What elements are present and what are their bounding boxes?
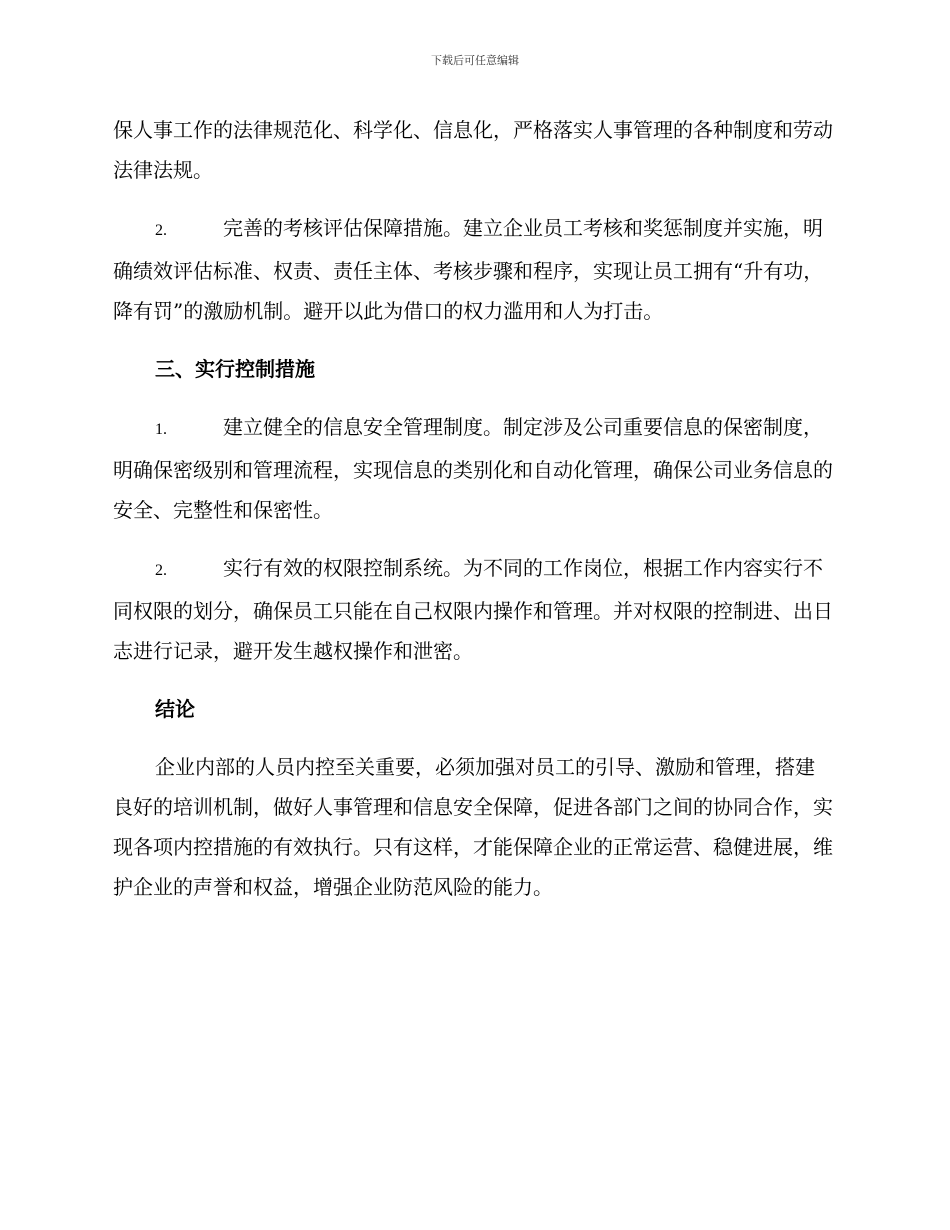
list-number: 2. [155,222,167,239]
list-item-text: 完善的考核评估保障措施。建立企业员工考核和奖惩制度并实施，明确绩效评估标准、权责、责任主体、考核步骤和程序，实现让员工拥有“升有功，降有罚”的激励机制。避开以此为借口的权力滥用和人为打击。 [113,216,824,323]
document-body [113,110,833,925]
list-item-text: 建立健全的信息安全管理制度。制定涉及公司重要信息的保密制度，明确保密级别和管理流程，实现信息的类别化和自动化管理，确保公司业务信息的安全、完整性和保密性。 [113,415,833,522]
page-header: 下载后可任意编辑 [431,54,519,67]
intro-paragraph: 保人事工作的法律规范化、科学化、信息化，严格落实人事管理的各种制度和劳动法律法规。 [113,118,833,182]
list-number: 2. [155,562,167,579]
section-heading: 三、实行控制措施 [155,357,315,381]
list-item-text: 实行有效的权限控制系统。为不同的工作岗位，根据工作内容实行不同权限的划分，确保员工只能在自己权限内操作和管理。并对权限的控制进、出日志进行记录，避开发生越权操作和泄密。 [113,556,833,663]
conclusion-paragraph: 企业内部的人员内控至关重要，必须加强对员工的引导、激励和管理，搭建良好的培训机制，做好人事管理和信息安全保障，促进各部门之间的协同合作，实现各项内控措施的有效执行。只有这样，才能保障企业的正常运营、稳健进展，维护企业的声誉和权益，增强企业防范风险的能力。 [113,755,833,899]
list-item-2-access-control [113,548,833,671]
list-number: 1. [155,421,167,438]
conclusion-heading: 结论 [155,697,195,721]
list-item-2-assessment [113,208,833,331]
list-item-1-info-security [113,407,833,530]
